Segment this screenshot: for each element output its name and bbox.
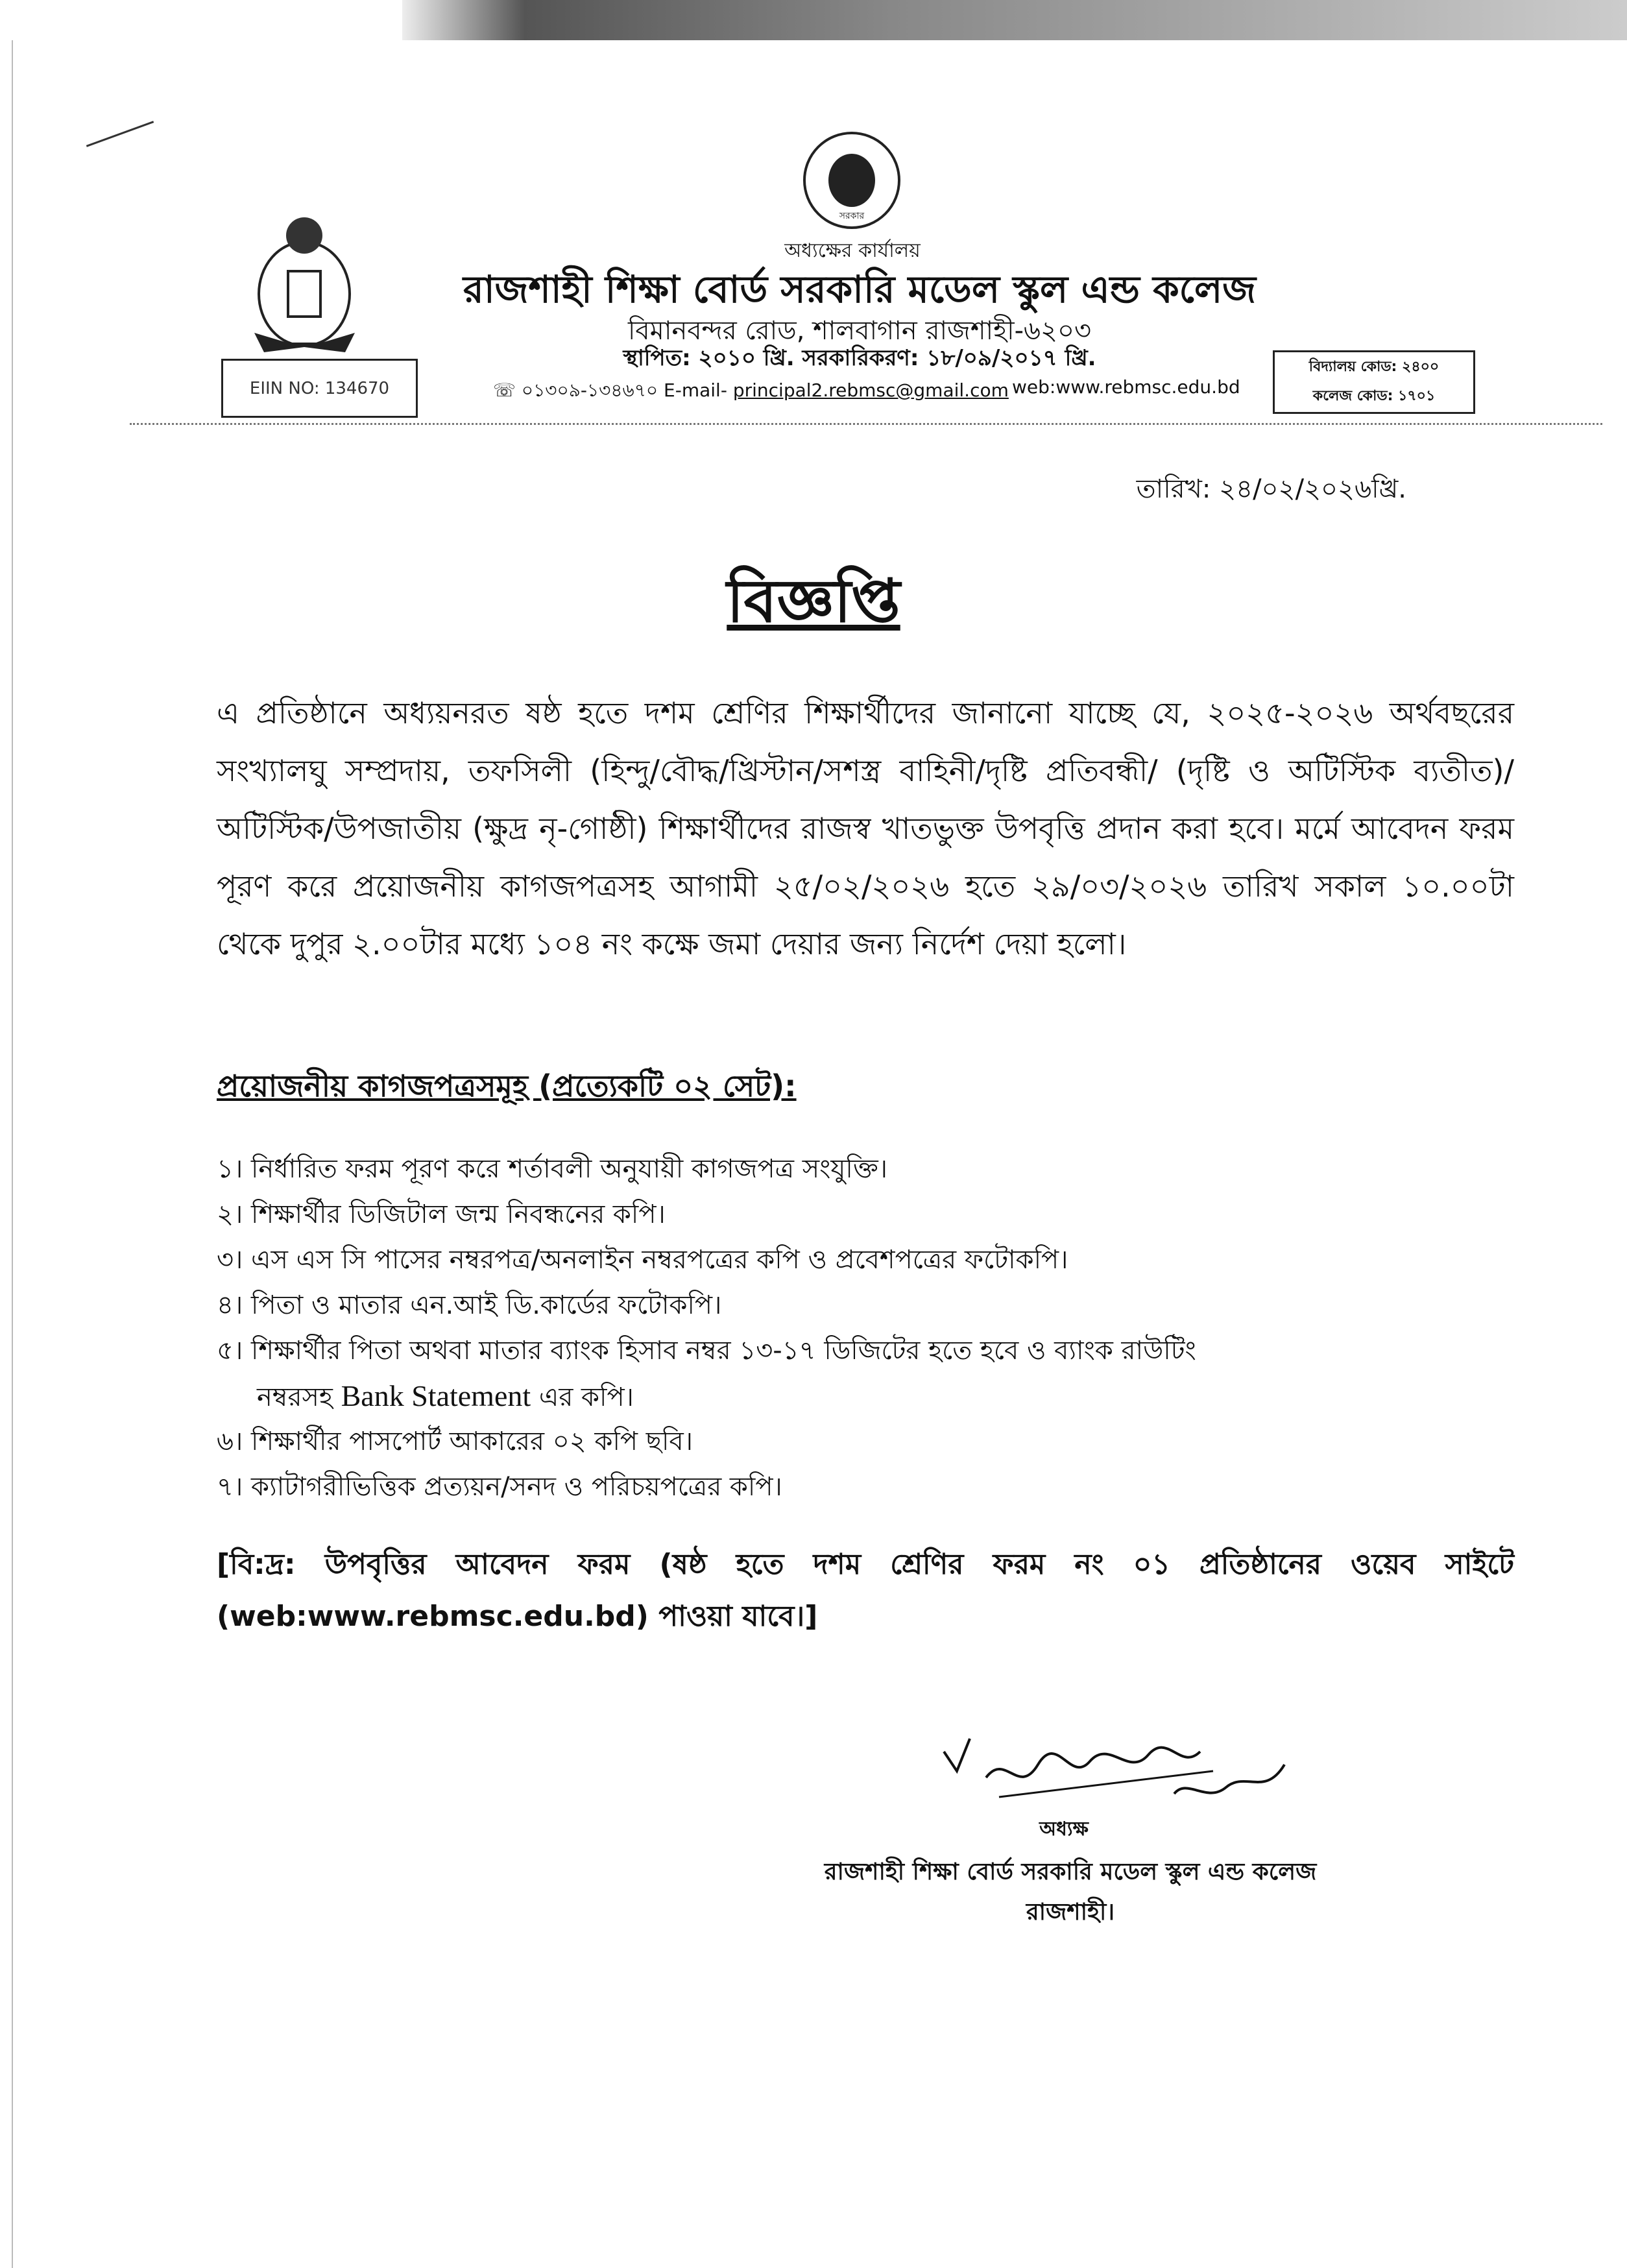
notice-heading: বিজ্ঞপ্তি [727,566,900,636]
scan-edge-shadow [402,0,1627,40]
list-item: ৬। শিক্ষার্থীর পাসপোর্ট আকারের ০২ কপি ছবি। [217,1427,693,1456]
school-code: বিদ্যালয় কোড: ২৪০০ [1308,359,1440,375]
list-item: ৪। পিতা ও মাতার এন.আই ডি.কার্ডের ফটোকপি। [217,1290,722,1320]
email-link[interactable]: principal2.rebmsc@gmail.com [732,380,1009,401]
signatory-title: অধ্যক্ষ [1039,1818,1089,1840]
documents-heading: প্রয়োজনীয় কাগজপত্রসমূহ (প্রত্যেকটি ০২ সেট): [217,1068,797,1104]
college-code: কলেজ কোড: ১৭০১ [1312,388,1436,404]
list-item: ৩। এস এস সি পাসের নম্বরপত্র/অনলাইন নম্বরপত্রের কপি ও প্রবেশপত্রের ফটোকপি। [217,1245,1068,1275]
office-label: অধ্যক্ষের কার্যালয় [784,239,921,262]
list-item: ৫। শিক্ষার্থীর পিতা অথবা মাতার ব্যাংক হিসাব নম্বর ১৩-১৭ ডিজিটের হতে হবে ও ব্যাংক রাউটিং [217,1336,1196,1366]
list-item-continuation [217,1375,1514,1421]
school-logo [248,210,361,356]
note: [বি:দ্র: উপবৃত্তির আবেদন ফরম (ষষ্ঠ হতে দশম শ্রেণির ফরম নং ০১ প্রতিষ্ঠানের ওয়েব সাইটে (web:www.rebmsc.edu.bd) পাওয়া যাবে।] [217,1548,1514,1633]
bank-statement-text: Bank Statement [341,1379,531,1412]
contact-line [493,376,1009,407]
establishment-info: স্থাপিত: ২০১০ খ্রি. সরকারিকরণ: ১৮/০৯/২০১৭ খ্রি. [623,345,1096,371]
signatory-city: রাজশাহী। [1026,1899,1115,1925]
page-edge [12,40,13,2268]
header-divider [130,423,1602,425]
address: বিমানবন্দর রোড, শালবাগান রাজশাহী-৬২০৩ [627,316,1092,346]
cont-post: এর কপি। [531,1382,634,1412]
list-item: ১। নির্ধারিত ফরম পূরণ করে শর্তাবলী অনুযায়ী কাগজপত্র সংযুক্তি। [217,1154,887,1184]
notice-date: তারিখ: ২৪/০২/২০২৬খ্রি. [1136,474,1406,504]
email-label: E-mail- [664,380,727,401]
phone: ☏ ০১৩০৯-১৩৪৬৭০ [493,380,658,401]
signature-image [941,1726,1291,1823]
institution-name: রাজশাহী শিক্ষা বোর্ড সরকারি মডেল স্কুল এন্ড কলেজ [463,267,1257,311]
government-seal-logo [803,132,900,229]
codes-box [1273,350,1475,414]
eiin-number: EIIN NO: 134670 [249,378,390,398]
documents-list [217,1148,1514,1512]
notice-body: এ প্রতিষ্ঠানে অধ্যয়নরত ষষ্ঠ হতে দশম শ্রেণির শিক্ষার্থীদের জানানো যাচ্ছে যে, ২০২৫-২০২৬ অর্থবছরের সংখ্যালঘু সম্প্রদায়, তফসিলী (হিন্দু/বৌদ্ধ/খ্রিস্টান/সশস্ত্র বাহিনী/দৃষ্টি প্রতিবন্ধী/ (দৃষ্টি ও অটিস্টিক ব্যতীত)/অটিস্টিক/উপজাতীয় (ক্ষুদ্র নৃ-গোষ্ঠী) শিক্ষার্থীদের রাজস্ব খাতভুক্ত উপবৃত্তি প্রদান করা হবে। মর্মে আবেদন ফরম পূরণ করে প্রয়োজনীয় কাগজপত্রসহ আগামী ২৫/০২/২০২৬ হতে ২৯/০৩/২০২৬ তারিখ সকাল ১০.০০টা থেকে দুপুর ২.০০টার মধ্যে ১০৪ নং কক্ষে জমা দেয়ার জন্য নির্দেশ দেয়া হলো। [217,695,1515,961]
seal-text: সরকার [839,211,865,221]
signatory-institution: রাজশাহী শিক্ষা বোর্ড সরকারি মডেল স্কুল এন্ড কলেজ [824,1859,1317,1885]
list-item: ৭। ক্যাটাগরীভিত্তিক প্রত্যয়ন/সনদ ও পরিচয়পত্রের কপি। [217,1472,782,1502]
pen-mark [86,121,154,147]
list-item: ২। শিক্ষার্থীর ডিজিটাল জন্ম নিবন্ধনের কপি। [217,1200,666,1229]
website-link[interactable]: web:www.rebmsc.edu.bd [1012,376,1240,398]
eiin-box [221,359,418,418]
cont-pre: নম্বরসহ [257,1382,341,1412]
